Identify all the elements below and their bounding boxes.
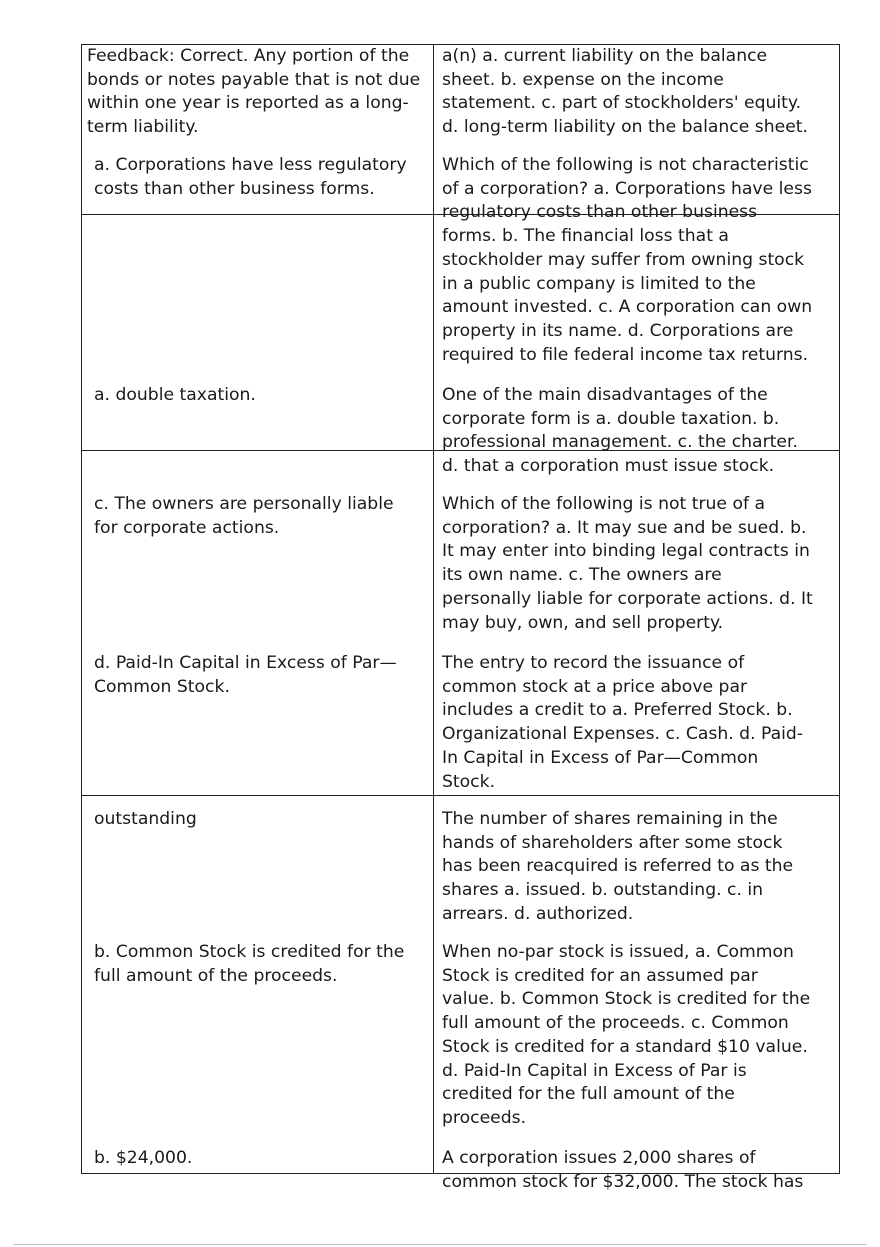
card-question: Which of the following is not true of a corporation? a. It may sue and be sued. b. It may enter into binding legal contracts in its own name. c. The owners are personally liable for corporate actions. d. It may buy, own, and sell property. bbox=[442, 494, 813, 633]
card-question: The entry to record the issuance of common stock at a price above par includes a credit to a. Preferred Stock. b. Organizational Expenses. c. Cash. d. Paid- In Capital in Excess of Par—Common Stock. bbox=[442, 653, 804, 792]
card-answer: a. Corporations have less regulatory costs than other business forms. bbox=[94, 155, 407, 199]
card-question: When no-par stock is issued, a. Common Stock is credited for an assumed par value. b. Common Stock is credited for the full amount of the proceeds. c. Common Stock is credited for a standard $10 value. d. Paid-In Capital in Excess of Par is credited for the full amount of the proceeds. bbox=[442, 942, 811, 1128]
card-answer: d. Paid-In Capital in Excess of Par— Common Stock. bbox=[94, 653, 397, 697]
card-answer: a. double taxation. bbox=[94, 385, 256, 405]
card-question: The number of shares remaining in the hands of shareholders after some stock has been reacquired is referred to as the shares a. issued. b. outstanding. c. in arrears. d. authorized. bbox=[442, 809, 794, 924]
page-footer-rule bbox=[14, 1244, 866, 1245]
card-question: a(n) a. current liability on the balance sheet. b. expense on the income statement. c. part of stockholders' equity. d. long-term liability on the balance sheet. bbox=[442, 46, 808, 138]
card-answer: b. $24,000. bbox=[94, 1148, 193, 1168]
card-answer: outstanding bbox=[94, 809, 197, 829]
card-question: A corporation issues 2,000 shares of common stock for $32,000. The stock has bbox=[442, 1148, 804, 1192]
card-question: Which of the following is not characteristic of a corporation? a. Corporations have less regulatory costs than other business forms. b. The financial loss that a stockholder may suffer from owning stock in a public company is limited to the amount invested. c. A corporation can own property in its name. d. Corporations are required to file federal income tax returns. bbox=[442, 155, 813, 365]
card-question: One of the main disadvantages of the corporate form is a. double taxation. b. professional management. c. the charter. d. that a corporation must issue stock. bbox=[442, 385, 798, 477]
page-row-divider bbox=[81, 795, 840, 796]
card-answer: c. The owners are personally liable for corporate actions. bbox=[94, 494, 394, 538]
card-answer: b. Common Stock is credited for the full amount of the proceeds. bbox=[94, 942, 405, 986]
card-answer: Feedback: Correct. Any portion of the bonds or notes payable that is not due within one year is reported as a long- term liability. bbox=[87, 46, 421, 138]
